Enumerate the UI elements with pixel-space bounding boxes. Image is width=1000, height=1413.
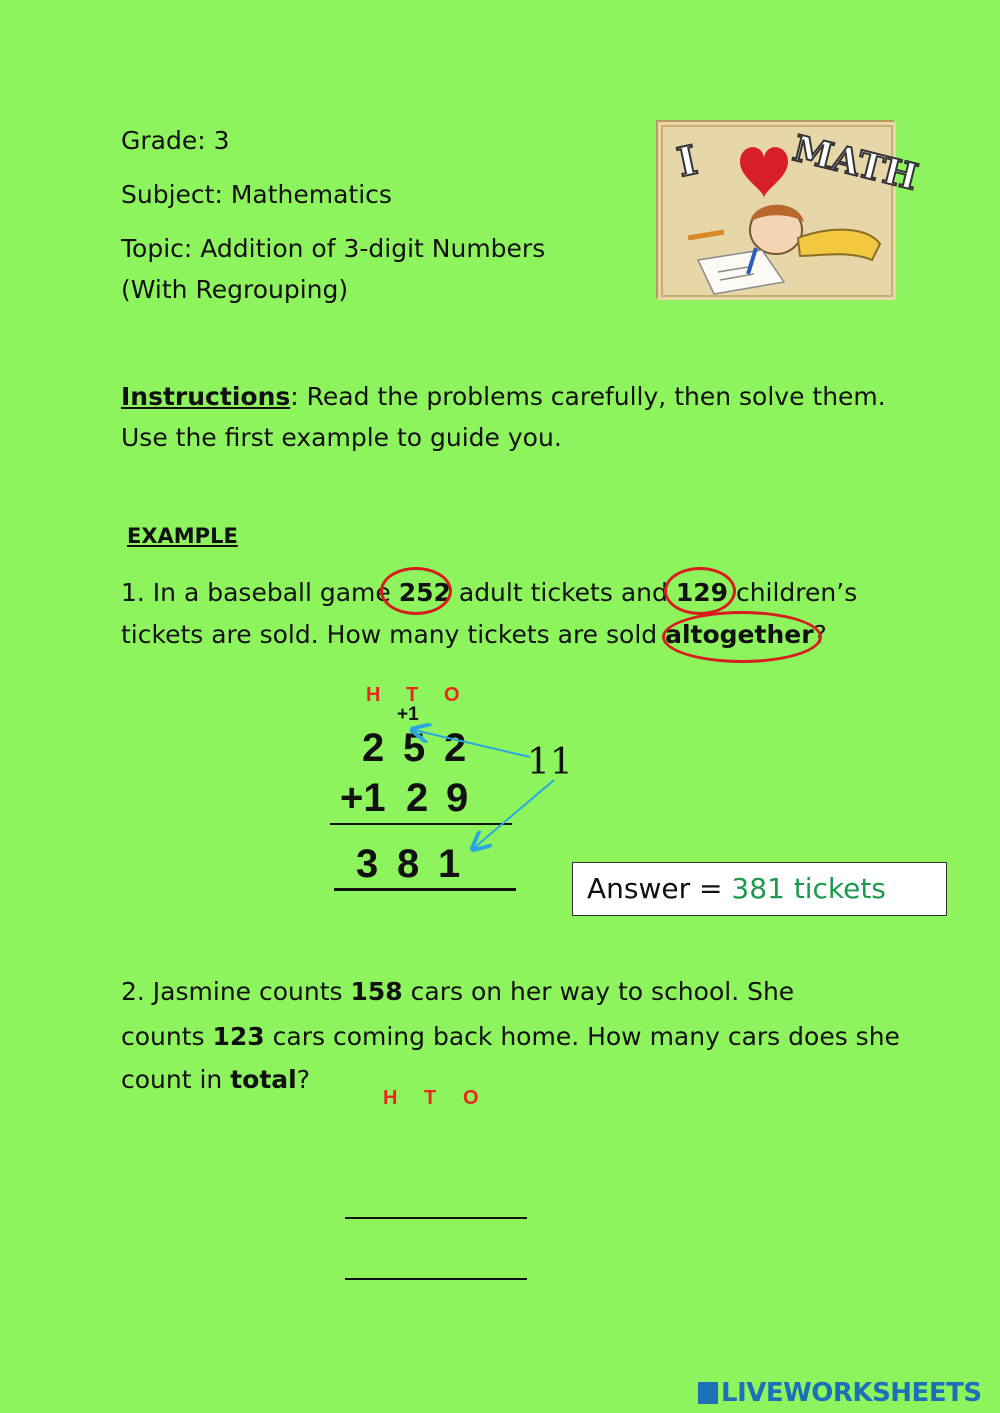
instructions-text-1: : Read the problems carefully, then solve them.: [290, 382, 886, 411]
p2-col-t: T: [424, 1087, 437, 1109]
result-tens: 8: [397, 842, 420, 886]
p2-result-line: [345, 1278, 527, 1280]
p2-sum-line: [345, 1217, 527, 1219]
topic-line-1: Topic: Addition of 3-digit Numbers: [121, 234, 546, 263]
answer-box: [572, 862, 947, 916]
example-col-o: O: [444, 684, 460, 706]
logo-word-math: MATH: [788, 127, 922, 199]
answer-value: 381 tickets: [731, 872, 886, 905]
p2-keyword-total: total: [230, 1065, 297, 1094]
problem2-line-3: [121, 1067, 310, 1092]
p2-text-4: cars coming back home. How many cars does she: [264, 1022, 900, 1051]
example-number-129: 129: [675, 578, 728, 607]
topic-line-2: (With Regrouping): [121, 275, 349, 304]
example-q-text-4: tickets are sold. How many tickets are sold: [121, 620, 666, 649]
logo-letter-i: I: [673, 136, 702, 187]
row1-hundreds: 2: [362, 726, 385, 770]
row2-ones: 9: [446, 776, 469, 820]
p2-text-3: counts: [121, 1022, 213, 1051]
carry-label: +1: [397, 704, 419, 725]
row1-tens: 5: [403, 726, 426, 770]
example-q-end: ?: [813, 620, 827, 649]
example-q-text-3: children’s: [728, 578, 858, 607]
row1-ones: 2: [444, 726, 467, 770]
p2-number-158: 158: [350, 977, 403, 1006]
p2-number-123: 123: [212, 1022, 265, 1051]
subject-label: Subject: Mathematics: [121, 180, 392, 209]
p2-col-o: O: [463, 1087, 479, 1109]
liveworksheets-logo-icon: [698, 1382, 718, 1404]
problem2-line-2: [121, 1024, 900, 1049]
instructions-label: Instructions: [121, 382, 291, 411]
example-heading: EXAMPLE: [127, 524, 238, 548]
p2-text-1: 2. Jasmine counts: [121, 977, 351, 1006]
example-q-text-2: adult tickets and: [450, 578, 676, 607]
p2-text-2: cars on her way to school. She: [402, 977, 795, 1006]
example-q-text-1: 1. In a baseball game: [121, 578, 399, 607]
arrow-to-carry: [414, 730, 530, 757]
p2-text-6: ?: [296, 1065, 311, 1094]
p2-col-h: H: [383, 1087, 398, 1109]
instructions-line-2: Use the first example to guide you.: [121, 423, 562, 452]
p2-text-5: count in: [121, 1065, 231, 1094]
result-hundreds: 3: [356, 842, 379, 886]
row2-tens: 2: [406, 776, 429, 820]
row2-plus-hundreds: +1: [340, 776, 386, 820]
example-col-h: H: [366, 684, 381, 706]
grade-label: Grade: 3: [121, 126, 230, 155]
result-ones: 1: [438, 842, 461, 886]
example-col-t: T: [406, 684, 419, 706]
arrow-to-result: [474, 780, 554, 848]
watermark-text: LIVEWORKSHEETS: [721, 1378, 982, 1408]
example-number-252: 252: [398, 578, 451, 607]
liveworksheets-watermark: [698, 1378, 982, 1408]
problem2-line-1: [121, 979, 794, 1004]
example-keyword-altogether: altogether: [665, 620, 814, 649]
answer-label: Answer =: [587, 872, 732, 905]
ones-sum-label: 11: [527, 742, 573, 783]
